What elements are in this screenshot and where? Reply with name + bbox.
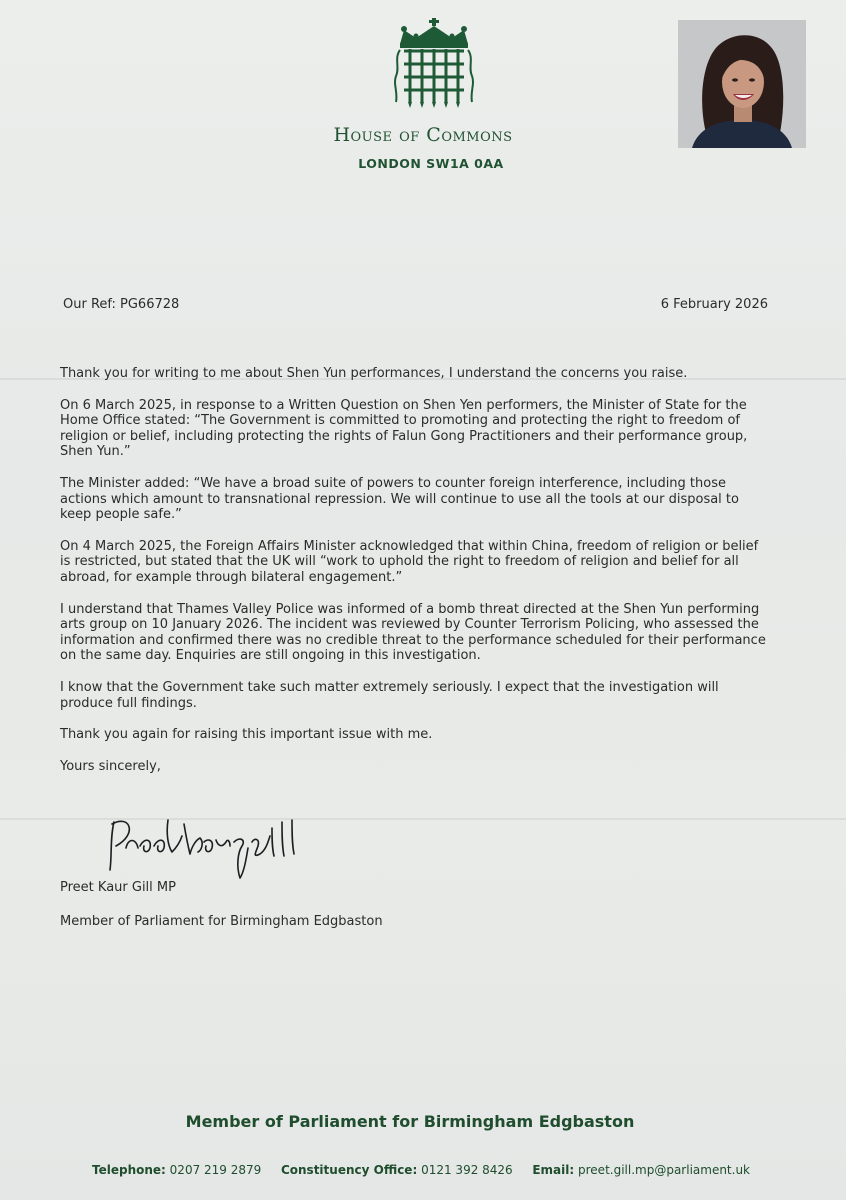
portcullis-crest-icon [394, 18, 474, 110]
footer-title: Member of Parliament for Birmingham Edgbaston [185, 1112, 635, 1131]
constituency-label: Constituency Office: [280, 1163, 418, 1177]
paragraph: I know that the Government take such matter extremely seriously. I expect that the investigation will produce full findings. [60, 679, 719, 711]
paragraph: On 6 March 2025, in response to a Written Question on Shen Yen performers, the Minister of State for the Home Office stated: “The Government is committed to promoting and protecting the right to freedom of religion or belief, including protecting the rights of Falun Gong Practitioners and their performance group, Shen Yun.” [60, 397, 748, 460]
letter-date: 6 February 2026 [660, 297, 768, 312]
paragraph: The Minister added: “We have a broad suite of powers to counter foreign interference, including those actions which amount to transnational repression. We will continue to use all the tools at our disposal to keep people safe.” [60, 475, 739, 523]
signer-role: Member of Parliament for Birmingham Edgbaston [60, 914, 383, 929]
constituency-number: 0121 392 8426 [421, 1163, 513, 1177]
handwritten-signature [100, 812, 330, 890]
signer-name: Preet Kaur Gill MP [60, 880, 176, 895]
telephone-number: 0207 219 2879 [169, 1163, 262, 1177]
paragraph: On 4 March 2025, the Foreign Affairs Minister acknowledged that within China, freedom of religion or belief is restricted, but stated that the UK will “work to uphold the right to freedom of religion and belief for all abroad, for example through bilateral engagement.” [60, 538, 759, 585]
email-label: Email: [532, 1163, 575, 1177]
footer-contacts [92, 1163, 772, 1177]
letterhead-address: LONDON SW1A 0AA [358, 156, 504, 171]
house-of-commons-title: House of Commons [333, 124, 513, 146]
telephone-label: Telephone: [92, 1163, 166, 1177]
email-address[interactable]: preet.gill.mp@parliament.uk [578, 1163, 751, 1177]
mp-portrait-photo [678, 20, 806, 148]
our-reference: Our Ref: PG66728 [63, 297, 180, 312]
paragraph: Thank you again for raising this important issue with me. [60, 727, 433, 743]
letter-body [60, 366, 772, 790]
paragraph: Thank you for writing to me about Shen Yun performances, I understand the concerns you raise. [60, 366, 688, 381]
closing: Yours sincerely, [60, 758, 161, 774]
paragraph: I understand that Thames Valley Police was informed of a bomb threat directed at the Shen Yun performing arts group on 10 January 2026. The incident was reviewed by Counter Terrorism Policing, who assessed the information and confirmed there was no credible threat to the performance scheduled for their performance on the same day. Enquiries are still ongoing in this investigation. [60, 601, 766, 664]
